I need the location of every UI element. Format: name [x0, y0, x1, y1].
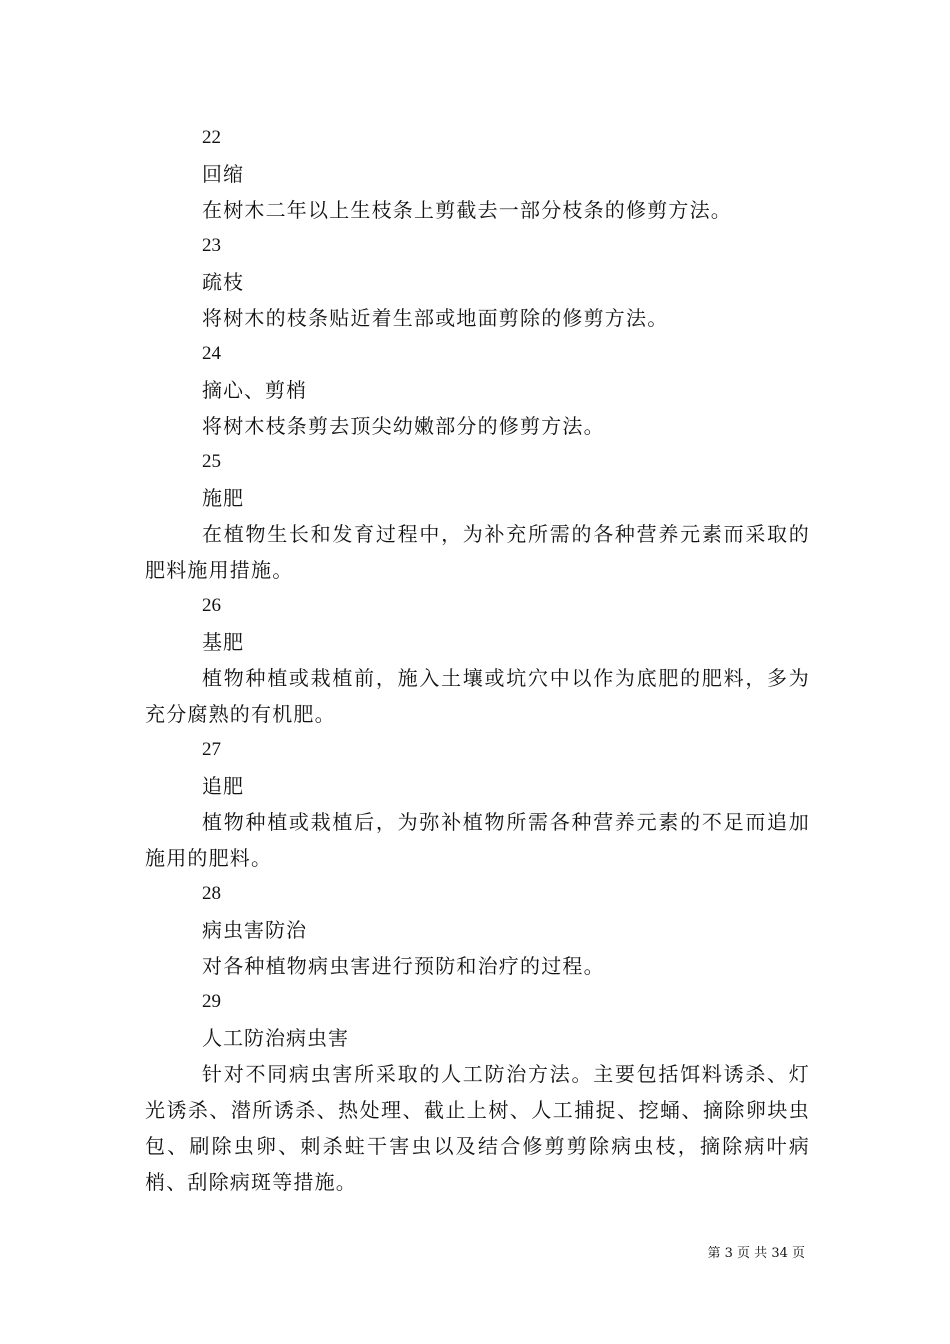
entry-number: 23: [202, 235, 221, 256]
entry-term: 回缩: [202, 162, 244, 186]
glossary-entry: [145, 228, 810, 336]
glossary-content: [145, 120, 810, 1200]
glossary-entry: [145, 444, 810, 588]
entry-number: 29: [202, 991, 221, 1012]
entry-number: 22: [202, 127, 221, 148]
entry-definition: 将树木的枝条贴近着生部或地面剪除的修剪方法。: [202, 306, 669, 330]
entry-term: 追肥: [202, 774, 244, 798]
entry-number: 25: [202, 451, 221, 472]
entry-number: 24: [202, 343, 221, 364]
glossary-entry: [145, 732, 810, 876]
entry-number: 26: [202, 595, 221, 616]
entry-definition: 针对不同病虫害所采取的人工防治方法。主要包括饵料诱杀、灯光诱杀、潜所诱杀、热处理、截止上树、人工捕捉、挖蛹、摘除卵块虫包、刷除虫卵、刺杀蛀干害虫以及结合修剪剪除病虫枝，摘除病叶病梢、刮除病斑等措施。: [145, 1062, 810, 1194]
page-number-footer: 第 3 页 共 34 页: [707, 1246, 805, 1261]
entry-definition: 植物种植或栽植后，为弥补植物所需各种营养元素的不足而追加施用的肥料。: [145, 810, 810, 870]
entry-term: 施肥: [202, 486, 244, 510]
entry-definition: 将树木枝条剪去顶尖幼嫩部分的修剪方法。: [202, 414, 605, 438]
glossary-entry: [145, 876, 810, 984]
entry-definition: 在植物生长和发育过程中，为补充所需的各种营养元素而采取的肥料施用措施。: [145, 522, 810, 582]
glossary-entry: [145, 588, 810, 732]
entry-number: 28: [202, 883, 221, 904]
entry-definition: 对各种植物病虫害进行预防和治疗的过程。: [202, 954, 605, 978]
entry-term: 疏枝: [202, 270, 244, 294]
glossary-entry: [145, 120, 810, 228]
entry-definition: 植物种植或栽植前，施入土壤或坑穴中以作为底肥的肥料，多为充分腐熟的有机肥。: [145, 666, 810, 726]
glossary-entry: [145, 984, 810, 1200]
entry-term: 基肥: [202, 630, 244, 654]
entry-term: 病虫害防治: [202, 918, 307, 942]
entry-term: 人工防治病虫害: [202, 1026, 349, 1050]
glossary-entry: [145, 336, 810, 444]
entry-number: 27: [202, 739, 221, 760]
entry-term: 摘心、剪梢: [202, 378, 307, 402]
entry-definition: 在树木二年以上生枝条上剪截去一部分枝条的修剪方法。: [202, 198, 732, 222]
